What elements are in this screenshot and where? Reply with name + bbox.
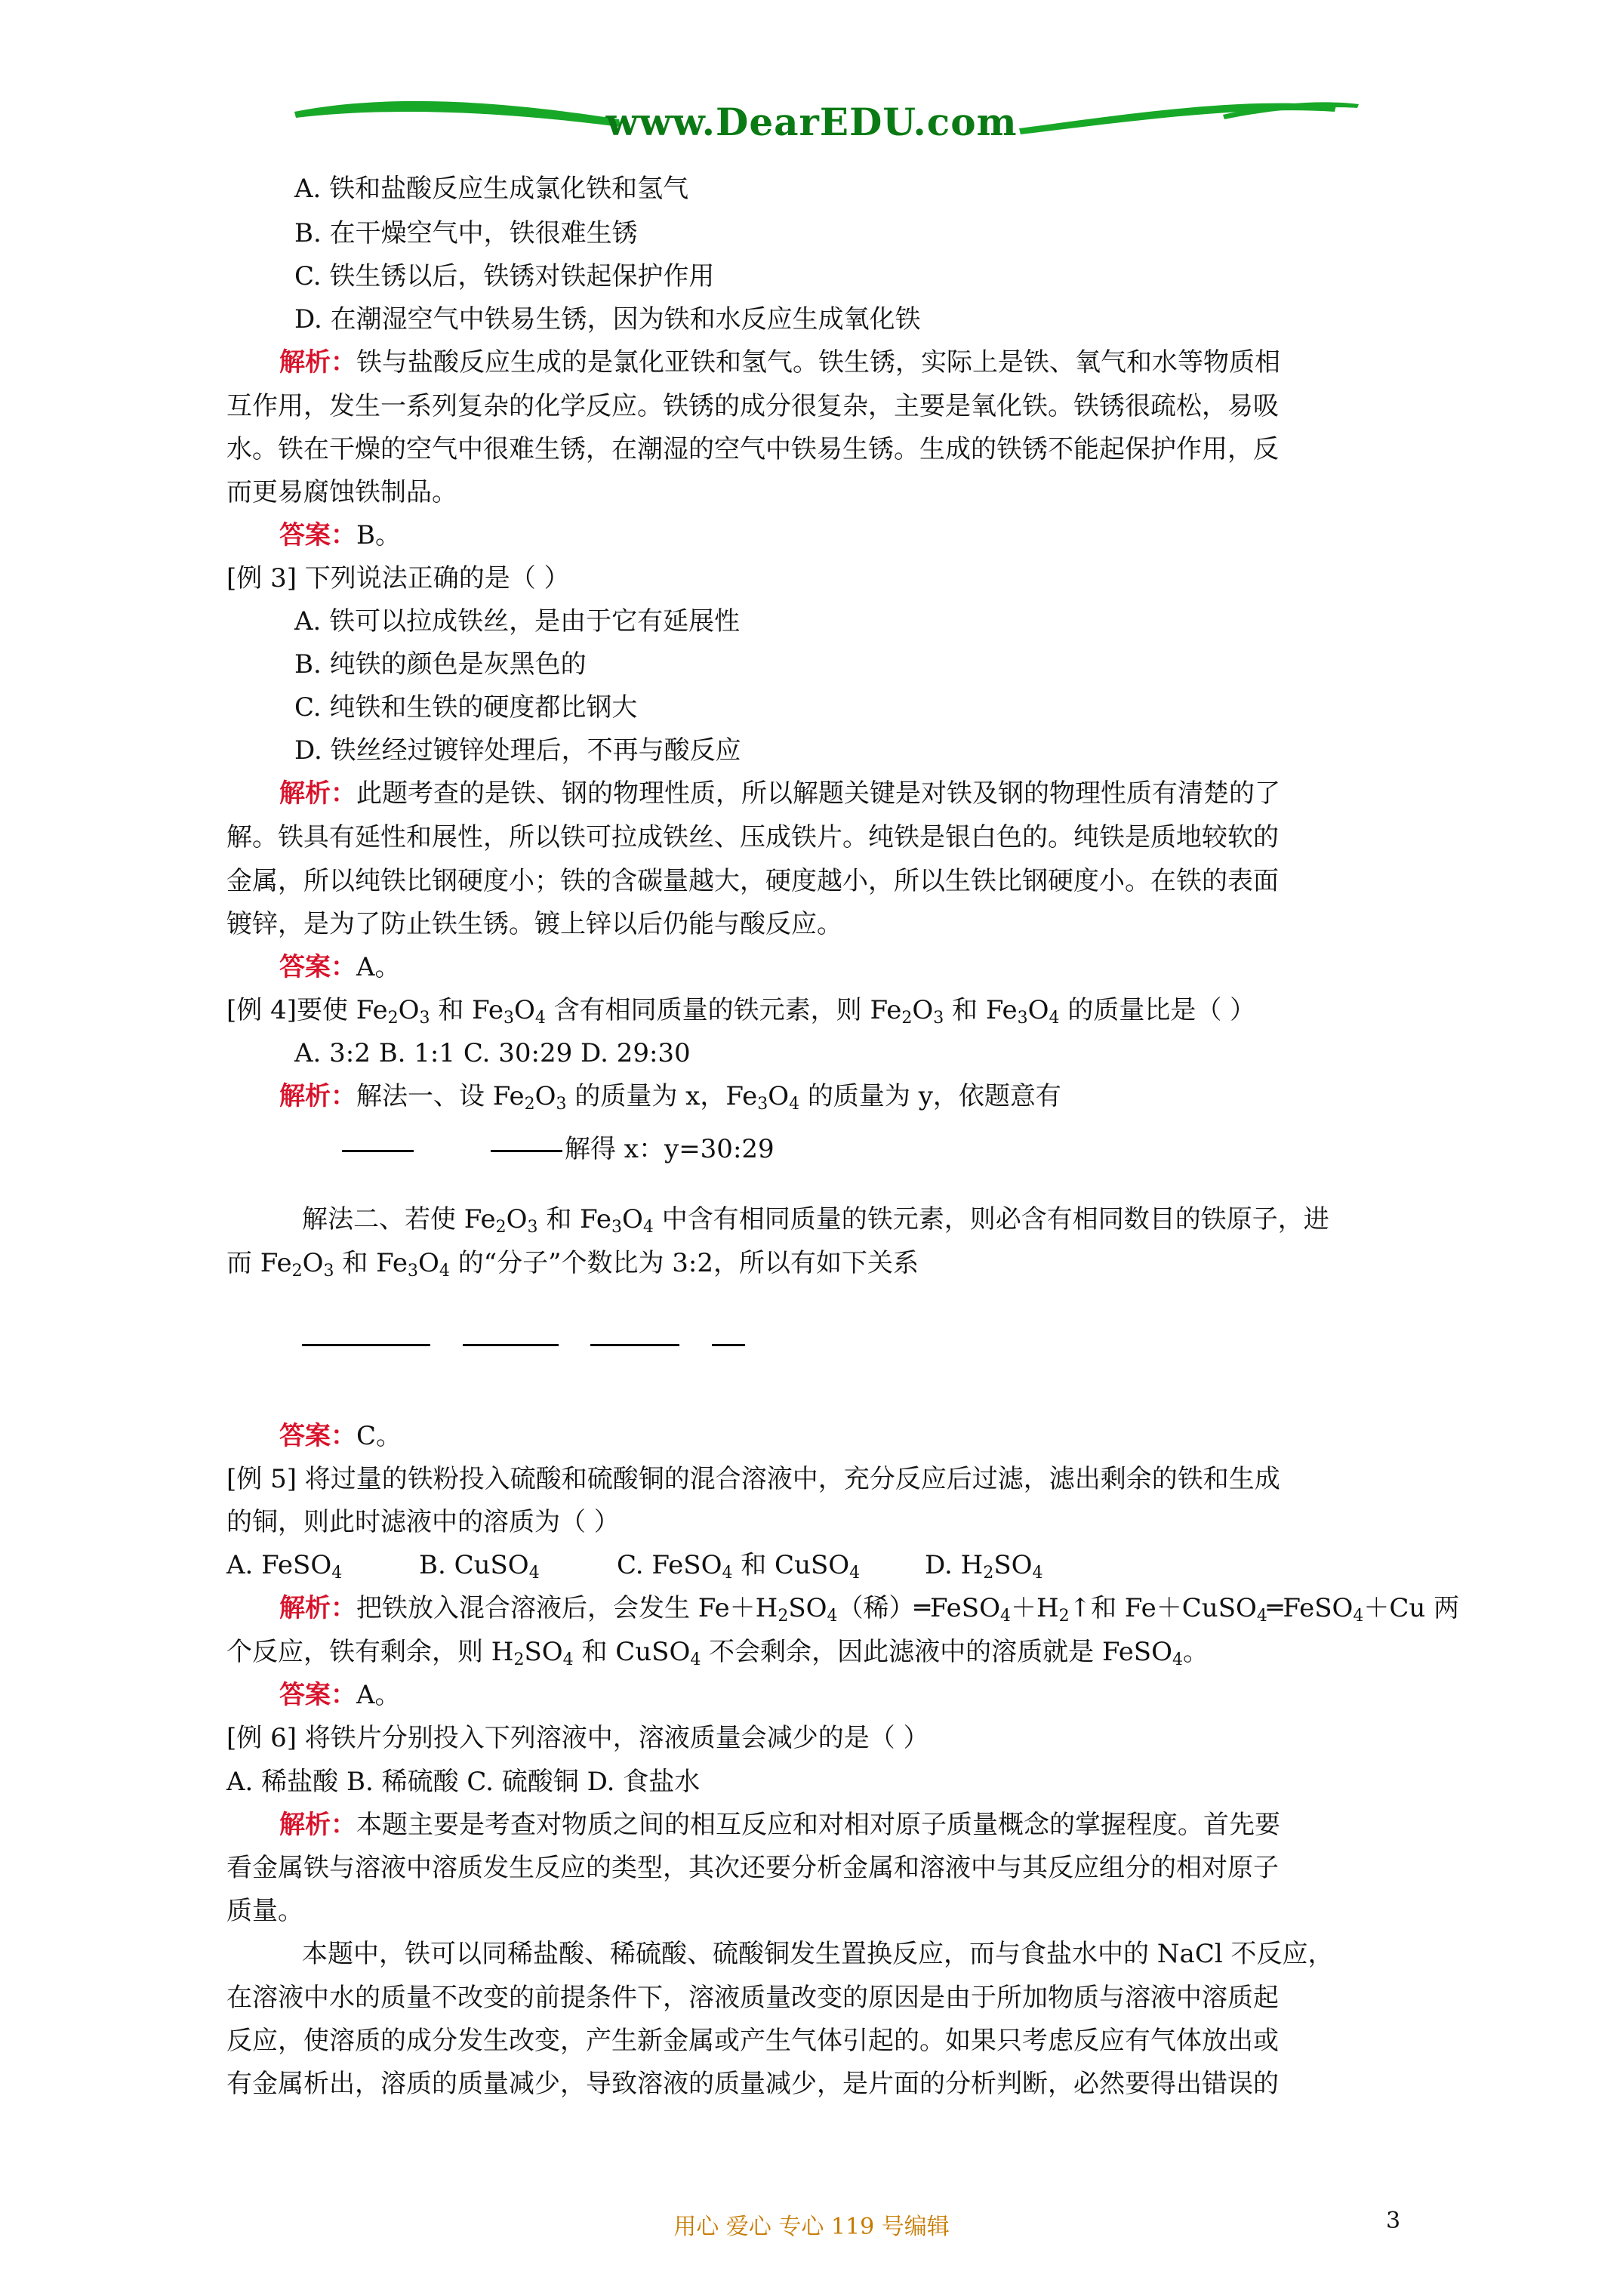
answer-text: B。 xyxy=(356,520,401,550)
q6-options: A. 稀盐酸 B. 稀硫酸 C. 硫酸铜 D. 食盐水 xyxy=(226,1767,701,1797)
q5-analysis-line: 个反应，铁有剩余，则 $H_2SO_4$ 和 CuSO$_4$ 不会剩余，因此滤液中的溶质就是 FeSO$_4$。 xyxy=(226,1637,1209,1669)
footer-text: 用心 爱心 专心 119 号编辑 xyxy=(673,2214,950,2240)
analysis-label: 解析： xyxy=(279,1593,356,1623)
q3-analysis-line: 解。铁具有延性和展性，所以铁可拉成铁丝、压成铁片。纯铁是银白色的。纯铁是质地较软的 xyxy=(226,822,1279,852)
q2-option-b: B. 在干燥空气中，铁很难生锈 xyxy=(294,218,638,248)
analysis-label: 解析： xyxy=(279,1081,356,1111)
header-banner xyxy=(0,0,1623,151)
q5-option-b: B. CuSO$_4$ xyxy=(419,1550,540,1583)
q2-option-a: A. 铁和盐酸反应生成氯化铁和氢气 xyxy=(294,174,689,204)
q5-stem: 的铜，则此时滤液中的溶质为（ ） xyxy=(226,1507,620,1537)
answer-label: 答案： xyxy=(279,1680,356,1710)
q2-option-c: C. 铁生锈以后，铁锈对铁起保护作用 xyxy=(294,261,715,291)
relation-blank xyxy=(590,1344,679,1346)
answer-label: 答案： xyxy=(279,520,356,550)
q6-analysis-line: 质量。 xyxy=(226,1896,303,1926)
q4-answer xyxy=(279,1419,402,1453)
q4-options: A. 3:2 B. 1:1 C. 30:29 D. 29:30 xyxy=(294,1038,691,1068)
q6-paragraph-line: 反应，使溶质的成分发生改变，产生新金属或产生气体引起的。如果只考虑反应有气体放出或 xyxy=(226,2026,1279,2056)
answer-label: 答案： xyxy=(279,952,356,982)
analysis-text: 此题考查的是铁、钢的物理性质，所以解题关键是对铁及钢的物理性质有清楚的了 xyxy=(356,778,1280,809)
q3-option-d: D. 铁丝经过镀锌处理后，不再与酸反应 xyxy=(294,735,741,766)
q3-option-c: C. 纯铁和生铁的硬度都比钢大 xyxy=(294,692,638,723)
q5-option-c: C. FeSO$_4$ 和 CuSO$_4$ xyxy=(617,1550,861,1583)
q4-method2-line: 而 $Fe_2O_3$ 和 $Fe_3O_4$ 的“分子”个数比为 3:2，所以有如下关系 xyxy=(226,1248,919,1281)
q2-analysis-line: 而更易腐蚀铁制品。 xyxy=(226,477,457,507)
analysis-text: 铁与盐酸反应生成的是氯化亚铁和氢气。铁生锈，实际上是铁、氧气和水等物质相 xyxy=(356,347,1280,378)
analysis-label: 解析： xyxy=(279,778,356,809)
q5-stem: [例 5] 将过量的铁粉投入硫酸和硫酸铜的混合溶液中，充分反应后过滤，滤出剩余的铁和生成 xyxy=(226,1464,1280,1494)
q2-answer xyxy=(279,519,401,552)
relation-blank xyxy=(712,1344,745,1346)
q5-answer xyxy=(279,1678,401,1712)
q3-option-a: A. 铁可以拉成铁丝，是由于它有延展性 xyxy=(294,606,741,636)
q2-analysis-line xyxy=(279,346,1280,379)
q6-stem: [例 6] 将铁片分别投入下列溶液中，溶液质量会减少的是（ ） xyxy=(226,1723,929,1753)
q3-answer xyxy=(279,951,401,984)
q2-option-d: D. 在潮湿空气中铁易生锈，因为铁和水反应生成氧化铁 xyxy=(294,304,921,334)
fraction-blank xyxy=(491,1150,562,1152)
relation-blank xyxy=(302,1344,430,1346)
q5-analysis-line: 解析：把铁放入混合溶液后，会发生 $Fe+H_2SO_4$（稀）$═FeSO_4+H_2↑$和 Fe＋CuSO$_4$═FeSO$_4$＋Cu 两 xyxy=(279,1593,1460,1626)
page-number: 3 xyxy=(1386,2208,1401,2234)
answer-text: C。 xyxy=(356,1421,402,1451)
q6-paragraph-line: 在溶液中水的质量不改变的前提条件下，溶液质量改变的原因是由于所加物质与溶液中溶质起 xyxy=(226,1983,1279,2013)
q3-stem: [例 3] 下列说法正确的是（ ） xyxy=(226,563,570,593)
site-title: www.DearEDU.com xyxy=(605,100,1018,144)
q4-stem: [例 4]要使 $Fe_2O_3$ 和 $Fe_3O_4$ 含有相同质量的铁元素，则 $Fe_2O_3$ 和 $Fe_3O_4$ 的质量比是（ ） xyxy=(226,995,1256,1028)
fraction-blank xyxy=(342,1150,414,1152)
q5-option-a: A. FeSO$_4$ xyxy=(226,1550,343,1583)
q4-method2-line: 解法二、若使 $Fe_2O_3$ 和 $Fe_3O_4$ 中含有相同质量的铁元素，则必含有相同数目的铁原子，进 xyxy=(302,1204,1329,1237)
q4-result: 解得 x：y=30:29 xyxy=(565,1134,775,1164)
q6-analysis-line: 看金属铁与溶液中溶质发生反应的类型，其次还要分析金属和溶液中与其反应组分的相对原子 xyxy=(226,1853,1279,1883)
answer-text: A。 xyxy=(356,952,401,982)
q3-analysis-line: 金属，所以纯铁比钢硬度小；铁的含碳量越大，硬度越小，所以生铁比钢硬度小。在铁的表面 xyxy=(226,866,1279,896)
q6-paragraph-line: 本题中，铁可以同稀盐酸、稀硫酸、硫酸铜发生置换反应，而与食盐水中的 NaCl 不反应， xyxy=(302,1939,1334,1969)
q2-analysis-line: 水。铁在干燥的空气中很难生锈，在潮湿的空气中铁易生锈。生成的铁锈不能起保护作用，反 xyxy=(226,434,1279,464)
answer-label: 答案： xyxy=(279,1421,356,1451)
q5-option-d: D. $H_2SO_4$ xyxy=(925,1550,1043,1583)
q3-option-b: B. 纯铁的颜色是灰黑色的 xyxy=(294,649,587,680)
analysis-label: 解析： xyxy=(279,1810,356,1840)
q4-analysis-line: 解析：解法一、设 $Fe_2O_3$ 的质量为 x，$Fe_3O_4$ 的质量为 y，依题意有 xyxy=(279,1081,1061,1114)
q6-analysis-line xyxy=(279,1808,1280,1841)
q3-analysis-line xyxy=(279,777,1280,810)
q3-analysis-line: 镀锌，是为了防止铁生锈。镀上锌以后仍能与酸反应。 xyxy=(226,909,842,939)
analysis-text: 本题主要是考查对物质之间的相互反应和对相对原子质量概念的掌握程度。首先要 xyxy=(356,1810,1280,1840)
analysis-label: 解析： xyxy=(279,347,356,378)
relation-blank xyxy=(463,1344,559,1346)
q6-paragraph-line: 有金属析出，溶质的质量减少，导致溶液的质量减少，是片面的分析判断，必然要得出错误的 xyxy=(226,2069,1279,2099)
q2-analysis-line: 互作用，发生一系列复杂的化学反应。铁锈的成分很复杂，主要是氧化铁。铁锈很疏松，易吸 xyxy=(226,391,1279,421)
answer-text: A。 xyxy=(356,1680,401,1710)
